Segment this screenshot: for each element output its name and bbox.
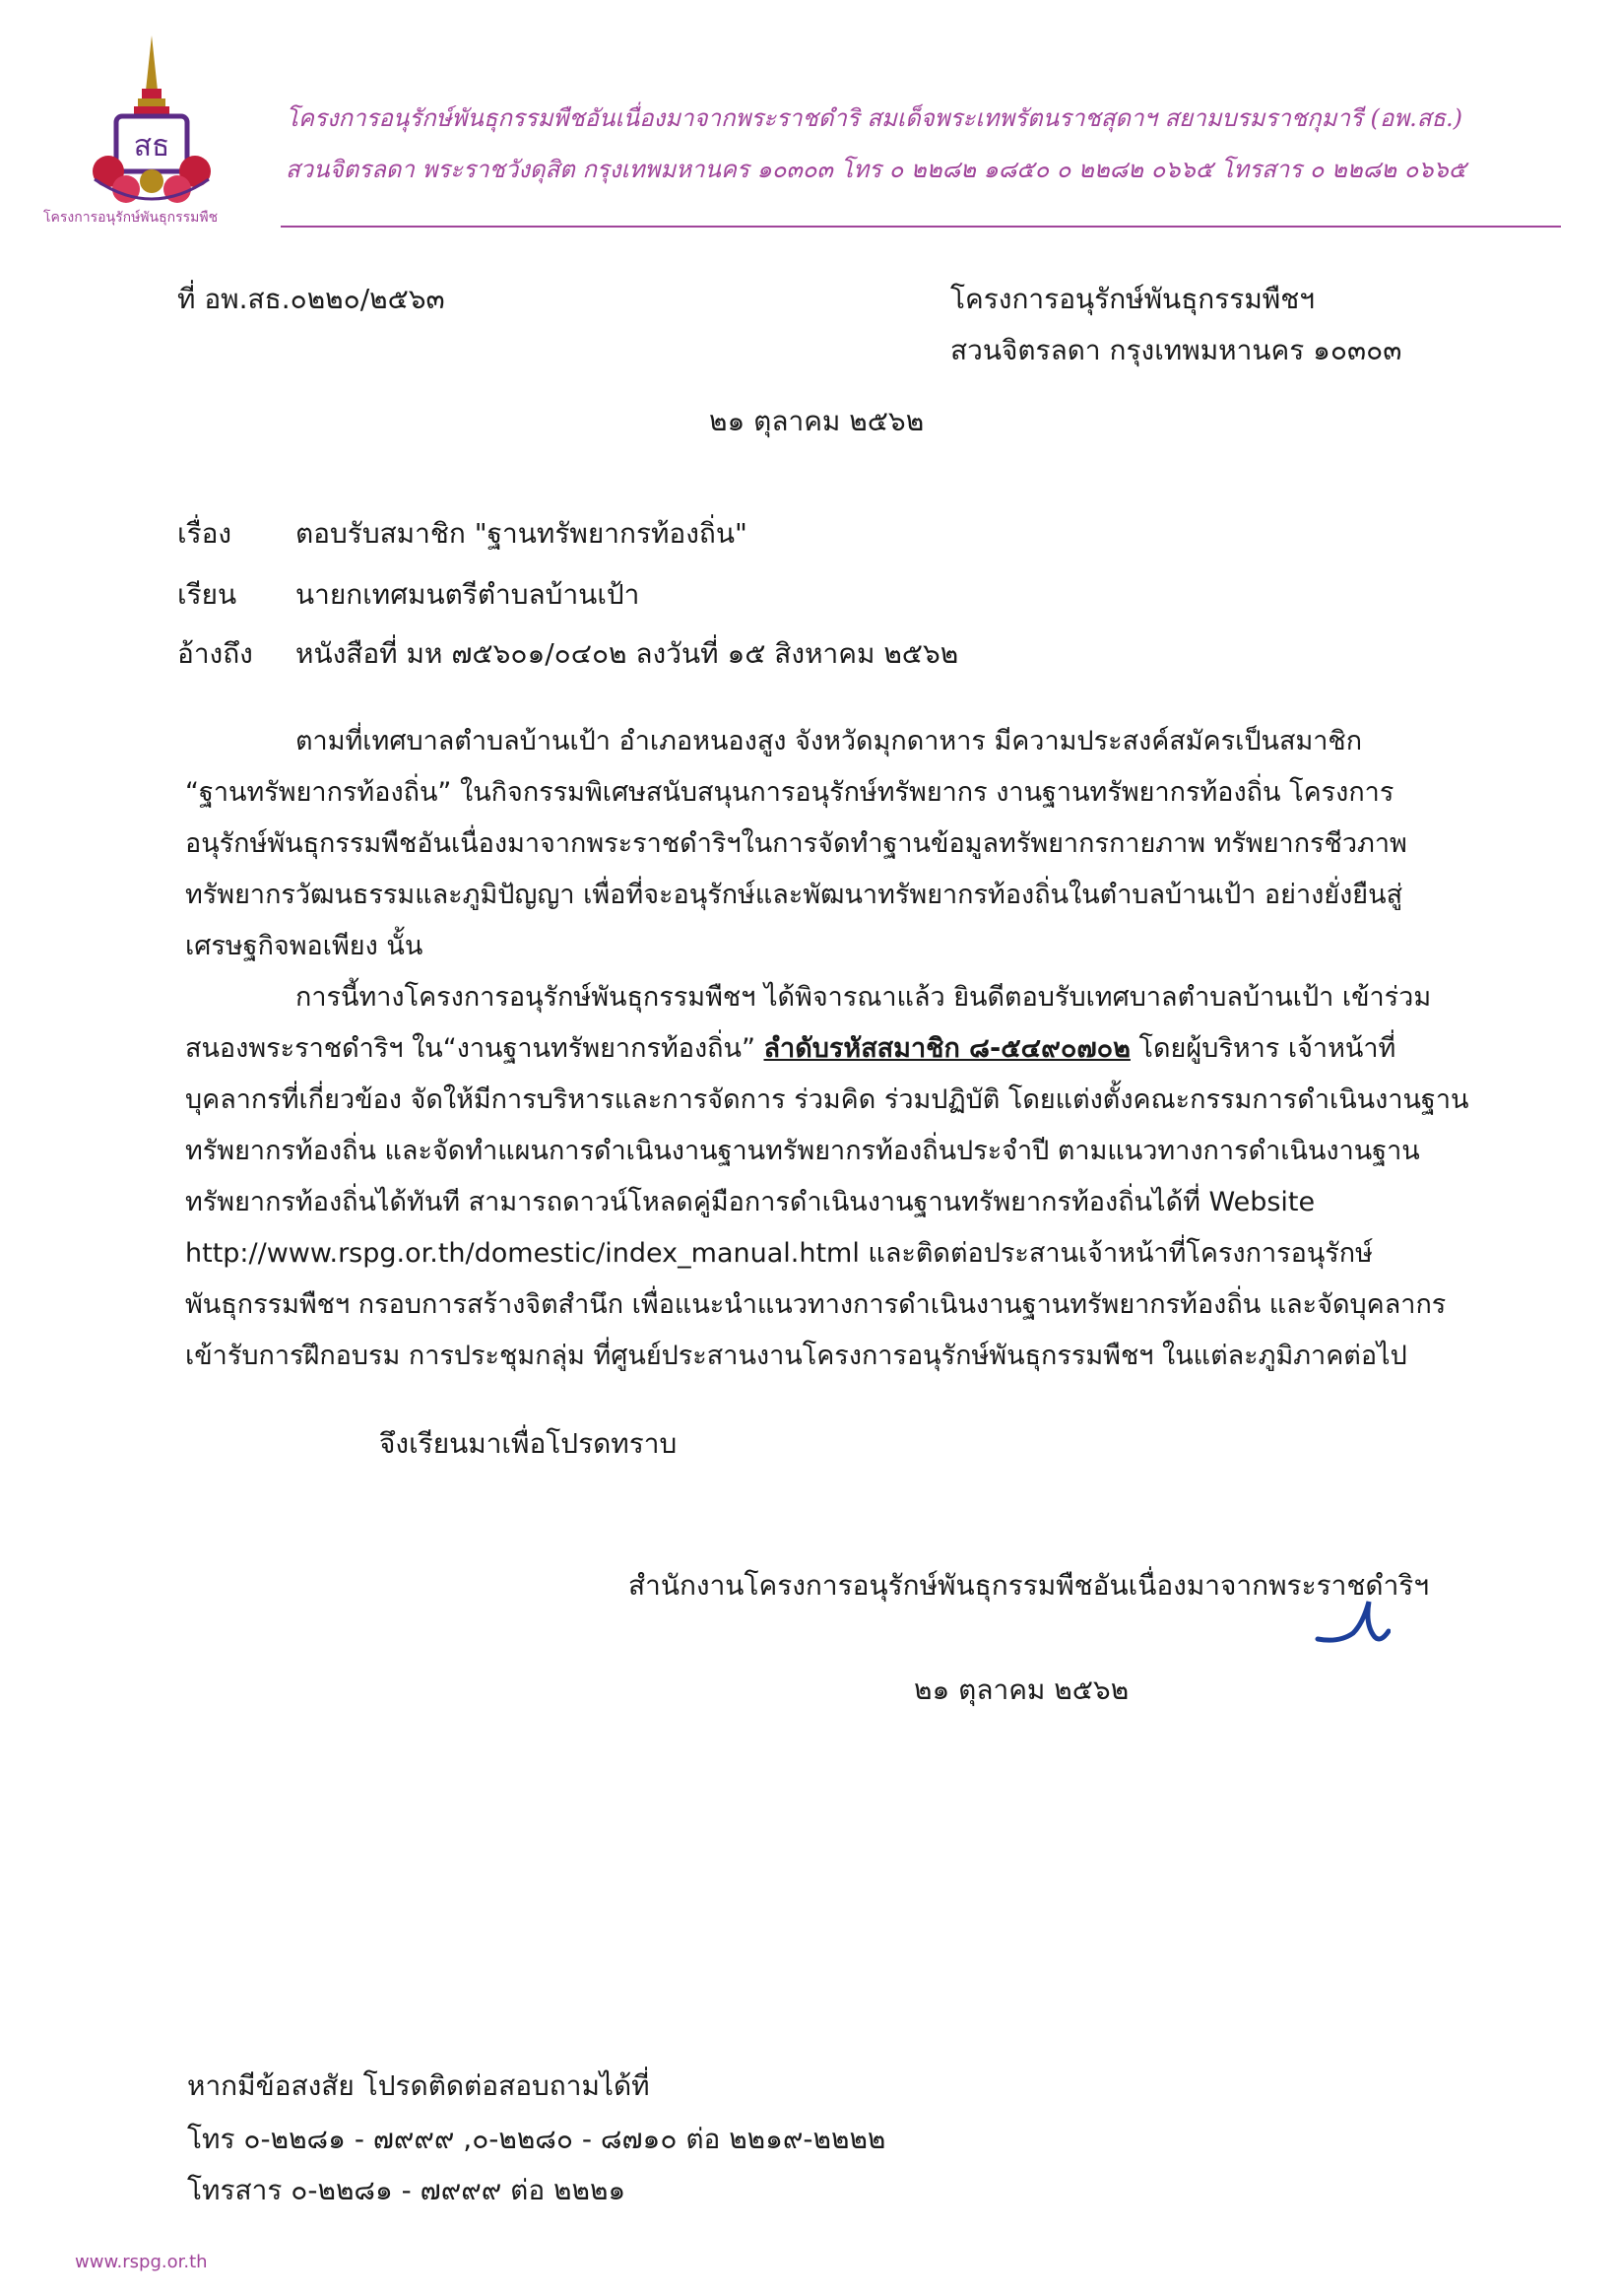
body-line: ทรัพยากรท้องถิ่นได้ทันที สามารถดาวน์โหลดคู่มือการดำเนินงานฐานทรัพยากรท้องถิ่นได้ที่ Website <box>185 1187 1316 1217</box>
letterhead-divider <box>281 226 1561 228</box>
reference-value: หนังสือที่ มห ๗๕๖๐๑/๐๔๐๒ ลงวันที่ ๑๕ สิงหาคม ๒๕๖๒ <box>295 637 959 670</box>
body-line: เข้ารับการฝึกอบรม การประชุมกลุ่ม ที่ศูนย์ประสานงานโครงการอนุรักษ์พันธุกรรมพืชฯ ในแต่ละภูมิภาคต่อไป <box>185 1341 1407 1371</box>
letterhead-address-line: สวนจิตรลดา พระราชวังดุสิต กรุงเทพมหานคร ๑๐๓๐๓ โทร ๐ ๒๒๘๒ ๑๘๕๐ ๐ ๒๒๘๒ ๐๖๖๕ โทรสาร ๐ ๒๒๘๒ ๐๖๖๕ <box>286 156 1466 183</box>
sender-address: สวนจิตรลดา กรุงเทพมหานคร ๑๐๓๐๓ <box>950 334 1402 366</box>
closing-phrase: จึงเรียนมาเพื่อโปรดทราบ <box>379 1427 678 1460</box>
body-line: บุคลากรที่เกี่ยวข้อง จัดให้มีการบริหารและการจัดการ ร่วมคิด ร่วมปฏิบัติ โดยแต่งตั้งคณะกรรมการดำเนินงานฐาน <box>185 1084 1469 1115</box>
body-line: เศรษฐกิจพอเพียง นั้น <box>185 931 423 961</box>
subject-value: ตอบรับสมาชิก "ฐานทรัพยากรท้องถิ่น" <box>295 517 747 550</box>
body-line: การนี้ทางโครงการอนุรักษ์พันธุกรรมพืชฯ ได้พิจารณาแล้ว ยินดีตอบรับเทศบาลตำบลบ้านเป้า เข้าร่วม <box>295 982 1432 1013</box>
footer-website: www.rspg.or.th <box>75 2252 208 2272</box>
body-line: ตามที่เทศบาลตำบลบ้านเป้า อำเภอหนองสูง จังหวัดมุกดาหาร มีความประสงค์สมัครเป็นสมาชิก <box>295 726 1363 756</box>
body-line: “ฐานทรัพยากรท้องถิ่น” ในกิจกรรมพิเศษสนับสนุนการอนุรักษ์ทรัพยากร งานฐานทรัพยากรท้องถิ่น โครงการ <box>185 777 1394 808</box>
body-line: พันธุกรรมพืชฯ กรอบการสร้างจิตสำนึก เพื่อแนะนำแนวทางการดำเนินงานฐานทรัพยากรท้องถิ่น และจัดบุคลากร <box>185 1289 1447 1320</box>
body-text: โดยผู้บริหาร เจ้าหน้าที่ <box>1130 1033 1396 1064</box>
manual-link-line: http://www.rspg.or.th/domestic/index_manual.html และติดต่อประสานเจ้าหน้าที่โครงการอนุรักษ์ <box>185 1238 1373 1269</box>
contact-intro: หากมีข้อสงสัย โปรดติดต่อสอบถามได้ที่ <box>187 2069 650 2102</box>
signature-date: ๒๑ ตุลาคม ๒๕๖๒ <box>914 1673 1130 1706</box>
recipient-value: นายกเทศมนตรีตำบลบ้านเป้า <box>295 578 640 611</box>
logo-caption: โครงการอนุรักษ์พันธุกรรมพืช <box>43 210 219 226</box>
body-line: อนุรักษ์พันธุกรรมพืชอันเนื่องมาจากพระราชดำริฯในการจัดทำฐานข้อมูลทรัพยากรกายภาพ ทรัพยากรชีวภาพ <box>185 828 1407 859</box>
recipient-label: เรียน <box>177 578 237 611</box>
member-code: ลำดับรหัสสมาชิก ๘-๕๔๙๐๗๐๒ <box>763 1033 1131 1064</box>
body-line: ทรัพยากรท้องถิ่น และจัดทำแผนการดำเนินงานฐานทรัพยากรท้องถิ่นประจำปี ตามแนวทางการดำเนินงานฐาน <box>185 1136 1420 1166</box>
reference-label: อ้างถึง <box>177 637 253 670</box>
contact-phone: โทร ๐-๒๒๘๑ - ๗๙๙๙ ,๐-๒๒๘๐ - ๘๗๑๐ ต่อ ๒๒๑๙-๒๒๒๒ <box>187 2123 886 2155</box>
signature-office: สำนักงานโครงการอนุรักษ์พันธุกรรมพืชอันเนื่องมาจากพระราชดำริฯ <box>628 1569 1430 1602</box>
subject-label: เรื่อง <box>177 517 232 550</box>
sender-org: โครงการอนุรักษ์พันธุกรรมพืชฯ <box>950 283 1315 315</box>
letter-date: ๒๑ ตุลาคม ๒๕๖๒ <box>709 405 925 437</box>
body-text: สนองพระราชดำริฯ ใน“งานฐานทรัพยากรท้องถิ่น” <box>185 1033 764 1064</box>
contact-fax: โทรสาร ๐-๒๒๘๑ - ๗๙๙๙ ต่อ ๒๒๒๑ <box>187 2174 626 2206</box>
svg-text:สธ: สธ <box>133 129 170 164</box>
body-line-member-code <box>185 1026 1395 1069</box>
signature-mark <box>1312 1596 1391 1659</box>
letterhead-org-line: โครงการอนุรักษ์พันธุกรรมพืชอันเนื่องมาจากพระราชดำริ สมเด็จพระเทพรัตนราชสุดาฯ สยามบรมราชกุมารี (อพ.สธ.) <box>286 104 1462 132</box>
reference-number: ที่ อพ.สธ.๐๒๒๐/๒๕๖๓ <box>177 283 445 315</box>
body-line: ทรัพยากรวัฒนธรรมและภูมิปัญญา เพื่อที่จะอนุรักษ์และพัฒนาทรัพยากรท้องถิ่นในตำบลบ้านเป้า อย่างยั่งยืนสู่ <box>185 880 1403 910</box>
rspg-crest-logo <box>35 32 223 232</box>
